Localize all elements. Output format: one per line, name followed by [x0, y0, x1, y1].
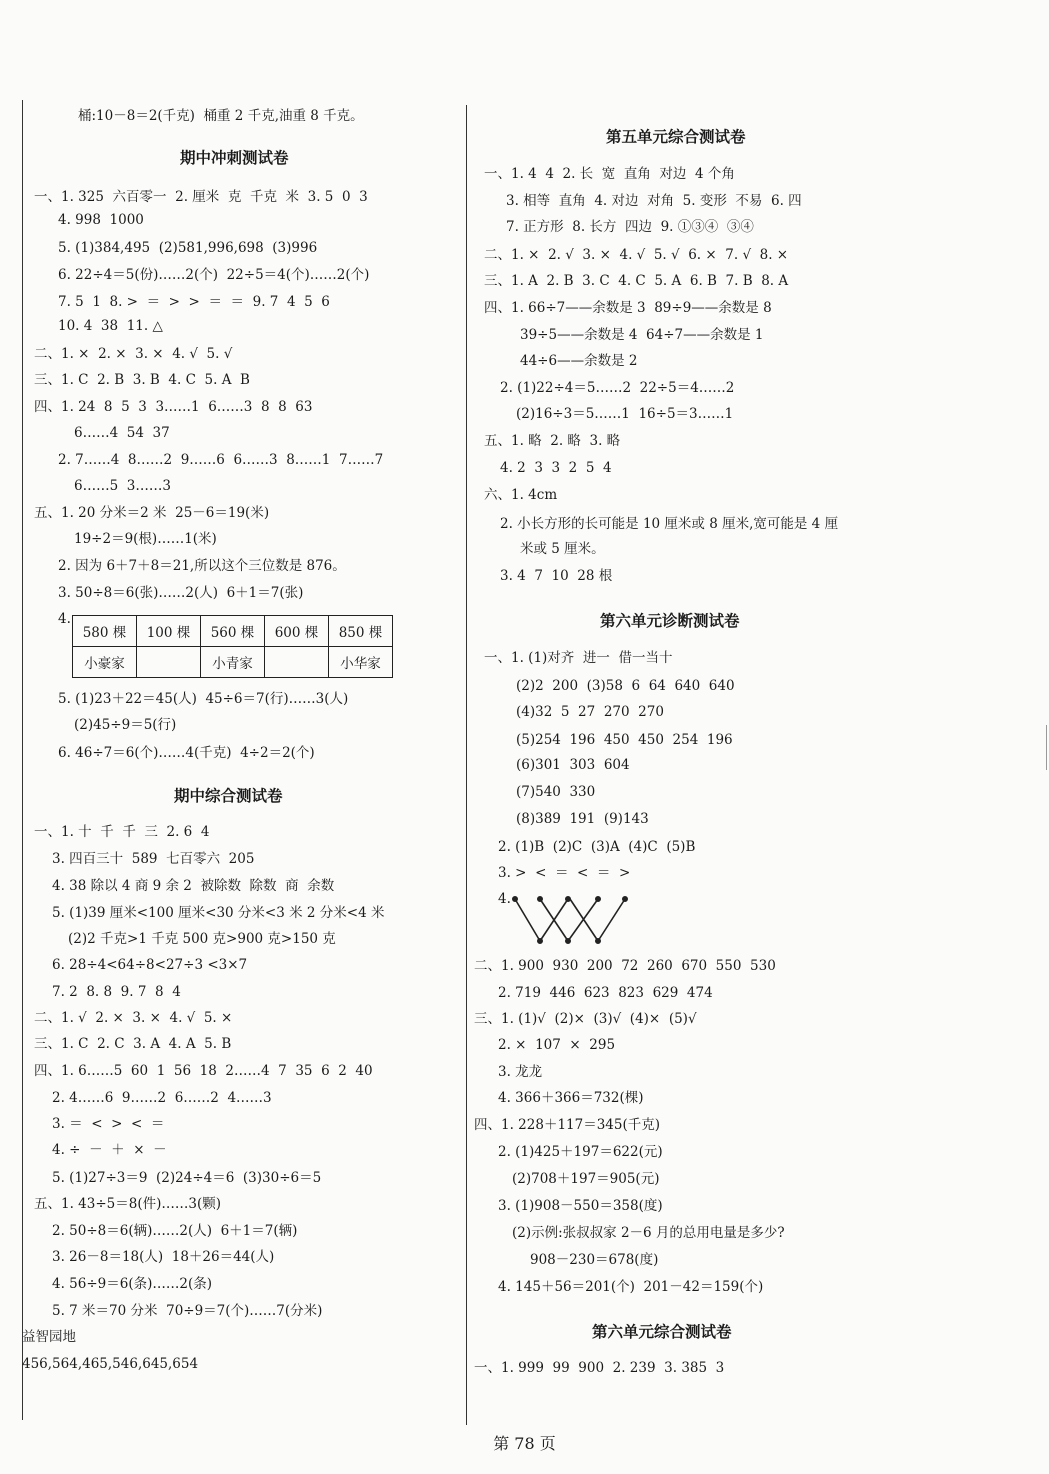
answer-line: 2. 50÷8＝6(辆)……2(人) 6＋1＝7(辆)	[52, 1223, 298, 1239]
answer-line: 19÷2＝9(根)……1(米)	[74, 531, 217, 547]
answer-line: 5. (1)23＋22＝45(人) 45÷6＝7(行)……3(人)	[58, 691, 349, 707]
answer-line: 3. 50÷8＝6(张)……2(人) 6＋1＝7(张)	[58, 585, 304, 601]
answer-line: 6. 22÷4＝5(份)……2(个) 22÷5＝4(个)……2(个)	[58, 267, 370, 283]
answer-line: 2. (1)22÷4＝5……2 22÷5＝4……2	[500, 380, 735, 396]
answer-line: 6……4 54 37	[74, 425, 170, 441]
answer-line: 6. 28÷4<64÷8<27÷3 <3×7	[52, 957, 248, 973]
answer-line: 5. (1)39 厘米<100 厘米<30 分米<3 米 2 分米<4 米	[52, 905, 385, 921]
section-title-midterm-comprehensive: 期中综合测试卷	[174, 786, 283, 805]
answer-line: (2)708＋197＝905(元)	[512, 1171, 660, 1187]
answer-line: 7. 2 8. 8 9. 7 8 4	[52, 984, 181, 1000]
answer-line: 4. 998 1000	[58, 212, 144, 228]
answer-line: 4. ÷ － ＋ × －	[52, 1142, 167, 1158]
answer-line: (2)示例:张叔叔家 2－6 月的总用电量是多少?	[512, 1225, 785, 1241]
answer-line: 5. (1)27÷3＝9 (2)24÷4＝6 (3)30÷6＝5	[52, 1170, 322, 1186]
answer-line: 908－230＝678(度)	[530, 1252, 659, 1268]
answer-line: 四、1. 228＋117＝345(千克)	[474, 1117, 661, 1133]
answer-line: 6. 46÷7＝6(个)……4(千克) 4÷2＝2(个)	[58, 745, 315, 761]
answer-line: 3. 四百三十 589 七百零六 205	[52, 851, 255, 867]
trees-table	[72, 615, 393, 678]
answer-line: 二、1. × 2. × 3. × 4. √ 5. √	[34, 346, 233, 362]
answer-line: 7. 5 1 8. > ＝ > > ＝ ＝ 9. 7 4 5 6	[58, 294, 330, 310]
answer-line: 四、1. 24 8 5 3 3……1 6……3 8 8 63	[34, 399, 313, 415]
table-cell: 560 棵	[201, 616, 265, 647]
answer-line: (2)2 千克>1 千克 500 克>900 克>150 克	[68, 931, 336, 947]
answer-line: (2)45÷9＝5(行)	[74, 717, 177, 733]
answer-line: 2. (1)425＋197＝622(元)	[498, 1144, 663, 1160]
answer-line: 3. 相等 直角 4. 对边 对角 5. 变形 不易 6. 四	[506, 193, 802, 209]
table-cell: 580 棵	[73, 616, 137, 647]
answer-line: 44÷6——余数是 2	[520, 353, 638, 369]
answer-line: 米或 5 厘米。	[520, 541, 605, 557]
answer-line: 4. 38 除以 4 商 9 余 2 被除数 除数 商 余数	[52, 878, 335, 894]
answer-line: 一、1. 999 99 900 2. 239 3. 385 3	[474, 1360, 725, 1376]
answer-line: 三、1. A 2. B 3. C 4. C 5. A 6. B 7. B 8. A	[484, 273, 789, 289]
answer-line: 10. 4 38 11. △	[58, 318, 163, 334]
answer-line: 六、1. 4cm	[484, 487, 558, 503]
table-cell: 850 棵	[329, 616, 393, 647]
answer-line: 2. 小长方形的长可能是 10 厘米或 8 厘米,宽可能是 4 厘	[500, 516, 839, 532]
table-cell: 小青家	[201, 647, 265, 678]
answer-line: 3. ＝ < > < ＝	[52, 1116, 165, 1132]
answer-line: 3. 4 7 10 28 根	[500, 568, 613, 584]
answer-line: (2)2 200 (3)58 6 64 640 640	[516, 678, 735, 694]
page-number: 第 78 页	[493, 1434, 556, 1453]
answer-line: 一、1. 十 千 千 三 2. 6 4	[34, 824, 210, 840]
answer-line: 一、1. 4 4 2. 长 宽 直角 对边 4 个角	[484, 166, 735, 182]
answer-line: (6)301 303 604	[516, 757, 630, 773]
answer-line: 一、1. 325 六百零一 2. 厘米 克 千克 米 3. 5 0 3	[34, 189, 368, 205]
answer-line: (7)540 330	[516, 784, 596, 800]
top-line: 桶:10－8＝2(千克) 桶重 2 千克,油重 8 千克。	[78, 108, 364, 124]
puzzle-corner-heading: 益智园地	[22, 1329, 76, 1345]
answer-line: 一、1. (1)对齐 进一 借一当十	[484, 650, 673, 666]
answer-line: 二、1. √ 2. × 3. × 4. √ 5. ×	[34, 1010, 233, 1026]
answer-line: 2. (1)B (2)C (3)A (4)C (5)B	[498, 839, 696, 855]
answer-line: 2. × 107 × 295	[498, 1037, 616, 1053]
table-row	[73, 616, 393, 647]
table-cell	[265, 647, 329, 678]
answer-line: 五、1. 43÷5＝8(件)……3(颗)	[34, 1196, 221, 1212]
table-cell: 小华家	[329, 647, 393, 678]
answer-line: 四、1. 6……5 60 1 56 18 2……4 7 35 6 2 40	[34, 1063, 373, 1079]
answer-line: 2. 7……4 8……2 9……6 6……3 8……1 7……7	[58, 452, 384, 468]
answer-line: 4. 366＋366＝732(棵)	[498, 1090, 644, 1106]
answer-line: 39÷5——余数是 4 64÷7——余数是 1	[520, 327, 764, 343]
answer-line: 5. (1)384,495 (2)581,996,698 (3)996	[58, 240, 318, 256]
left-margin-rule	[22, 100, 23, 1420]
table-row	[73, 647, 393, 678]
answer-line: 2. 因为 6＋7＋8＝21,所以这个三位数是 876。	[58, 558, 346, 574]
answer-line: (2)16÷3＝5……1 16÷5＝3……1	[516, 406, 734, 422]
center-divider-rule	[466, 105, 467, 1425]
answer-line: 4.	[498, 891, 511, 907]
answer-line: 四、1. 66÷7——余数是 3 89÷9——余数是 8	[484, 300, 772, 316]
answer-line: 5. 7 米＝70 分米 70÷9＝7(个)……7(分米)	[52, 1303, 323, 1319]
table-cell: 600 棵	[265, 616, 329, 647]
answer-line: (4)32 5 27 270 270	[516, 704, 664, 720]
table-cell: 100 棵	[137, 616, 201, 647]
matching-lines-diagram	[510, 893, 635, 948]
answer-line: 五、1. 略 2. 略 3. 略	[484, 433, 621, 449]
answer-line: 6……5 3……3	[74, 478, 171, 494]
table-question-label: 4.	[58, 611, 71, 627]
table-cell	[137, 647, 201, 678]
answer-line: 2. 4……6 9……2 6……2 4……3	[52, 1090, 272, 1106]
answer-line: 五、1. 20 分米＝2 米 25－6＝19(米)	[34, 505, 270, 521]
answer-line: 3. 26－8＝18(人) 18＋26＝44(人)	[52, 1249, 275, 1265]
answer-line: 二、1. 900 930 200 72 260 670 550 530	[474, 958, 776, 974]
answer-line: 4. 56÷9＝6(条)……2(条)	[52, 1276, 212, 1292]
answer-line: 二、1. × 2. √ 3. × 4. √ 5. √ 6. × 7. √ 8. ×	[484, 247, 789, 263]
answer-line: (5)254 196 450 450 254 196	[516, 732, 733, 748]
table-cell: 小豪家	[73, 647, 137, 678]
answer-line: 三、1. C 2. B 3. B 4. C 5. A B	[34, 372, 250, 388]
answer-line: 456,564,465,546,645,654	[22, 1356, 199, 1372]
answer-line: 4. 2 3 3 2 5 4	[500, 460, 612, 476]
answer-line: 3. (1)908－550＝358(度)	[498, 1198, 663, 1214]
section-title-unit6-comprehensive: 第六单元综合测试卷	[592, 1322, 732, 1341]
section-title-midterm-sprint: 期中冲刺测试卷	[180, 148, 289, 167]
right-margin-rule	[1046, 725, 1047, 770]
answer-line: 7. 正方形 8. 长方 四边 9. ①③④ ③④	[506, 219, 754, 235]
answer-line: 3. > < ＝ < ＝ >	[498, 865, 631, 881]
answer-line: 三、1. (1)√ (2)× (3)√ (4)× (5)√	[474, 1011, 697, 1027]
section-title-unit6-diagnostic: 第六单元诊断测试卷	[600, 611, 740, 630]
answer-line: 2. 719 446 623 823 629 474	[498, 985, 713, 1001]
answer-line: 三、1. C 2. C 3. A 4. A 5. B	[34, 1036, 232, 1052]
answer-line: (8)389 191 (9)143	[516, 811, 649, 827]
answer-line: 3. 龙龙	[498, 1064, 543, 1080]
section-title-unit5-comprehensive: 第五单元综合测试卷	[606, 127, 746, 146]
answer-line: 4. 145＋56＝201(个) 201－42＝159(个)	[498, 1279, 764, 1295]
